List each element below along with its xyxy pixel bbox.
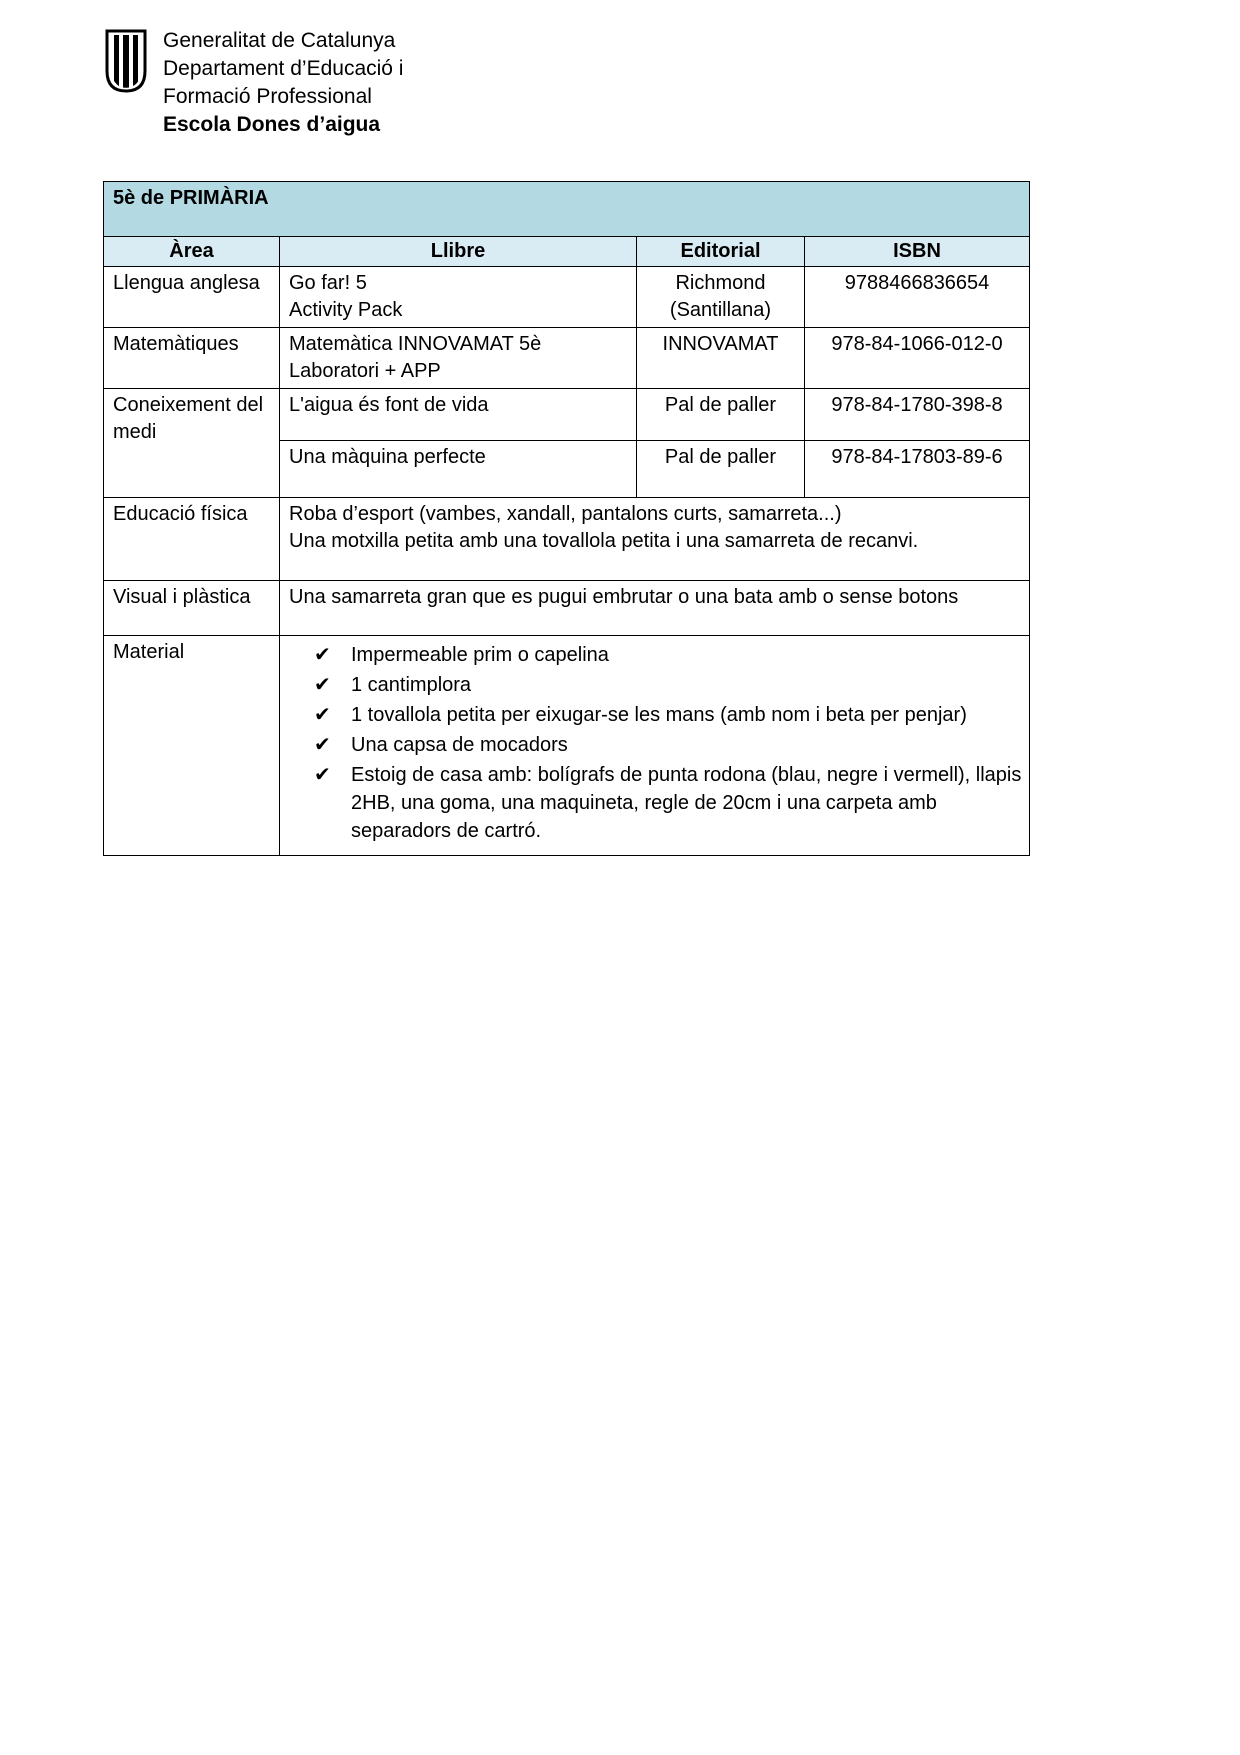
isbn-cell: 9788466836654	[805, 267, 1030, 328]
llibre-line: Go far! 5	[289, 272, 367, 294]
material-checklist	[280, 636, 1029, 855]
llibre-cell: Una màquina perfecte	[280, 441, 637, 498]
checklist-item-text: Estoig de casa amb: bolígrafs de punta rodona (blau, negre i vermell), llapis 2HB, una goma, una maquineta, regle de 20cm i una carpeta amb separadors de cartró.	[351, 764, 1022, 842]
notes-line: Una motxilla petita amb una tovallola petita i una samarreta de recanvi.	[289, 530, 919, 552]
isbn-cell: 978-84-1066-012-0	[805, 328, 1030, 389]
area-cell: Llengua anglesa	[104, 267, 280, 328]
area-cell: Matemàtiques	[104, 328, 280, 389]
checklist-item-text: 1 tovallola petita per eixugar-se les mans (amb nom i beta per penjar)	[351, 704, 967, 726]
area-cell: Material	[104, 636, 280, 856]
checklist-item-text: Impermeable prim o capelina	[351, 644, 609, 666]
col-header-isbn: ISBN	[805, 237, 1030, 267]
letterhead	[103, 27, 403, 139]
checklist-item	[314, 731, 1025, 759]
org-name-line2: Departament d’Educació i	[163, 57, 404, 80]
isbn-cell: 978-84-17803-89-6	[805, 441, 1030, 498]
col-header-editorial: Editorial	[637, 237, 805, 267]
llibre-cell: L'aigua és font de vida	[280, 389, 637, 441]
llibre-line: Matemàtica INNOVAMAT 5è	[289, 333, 542, 355]
checklist-item-text: Una capsa de mocadors	[351, 734, 568, 756]
checklist-item	[314, 671, 1025, 699]
col-header-area: Àrea	[104, 237, 280, 267]
editorial-line: (Santillana)	[669, 299, 772, 321]
area-cell: Educació física	[104, 498, 280, 581]
isbn-cell: 978-84-1780-398-8	[805, 389, 1030, 441]
checklist-item-text: 1 cantimplora	[351, 674, 472, 696]
check-icon: ✔	[314, 644, 331, 666]
table-row-visual-plastica	[104, 581, 1030, 636]
check-icon: ✔	[314, 734, 331, 756]
notes-cell	[280, 498, 1030, 581]
table-row-matematiques	[104, 328, 1030, 389]
notes-cell: Una samarreta gran que es pugui embrutar o una bata amb o sense botons	[280, 581, 1030, 636]
table-row-material	[104, 636, 1030, 856]
generalitat-coat-of-arms-icon	[103, 27, 149, 95]
table-row-coneixement-medi-1	[104, 389, 1030, 441]
llibre-line: Laboratori + APP	[289, 360, 441, 382]
table-title-row	[104, 182, 1030, 237]
llibre-cell	[280, 328, 637, 389]
area-cell: Coneixement del medi	[104, 389, 280, 498]
org-name-line1: Generalitat de Catalunya	[163, 29, 396, 52]
table-header-row	[104, 237, 1030, 267]
letterhead-text	[163, 27, 403, 139]
llibre-cell	[280, 267, 637, 328]
material-cell	[280, 636, 1030, 856]
table-row-llengua-anglesa	[104, 267, 1030, 328]
check-icon: ✔	[314, 764, 331, 786]
col-header-llibre: Llibre	[280, 237, 637, 267]
table-title: 5è de PRIMÀRIA	[104, 182, 1030, 237]
table-row-educacio-fisica	[104, 498, 1030, 581]
editorial-cell: INNOVAMAT	[637, 328, 805, 389]
check-icon: ✔	[314, 674, 331, 696]
checklist-item	[314, 761, 1025, 845]
llibre-line: Activity Pack	[289, 299, 403, 321]
check-icon: ✔	[314, 704, 331, 726]
notes-line: Roba d’esport (vambes, xandall, pantalons curts, samarreta...)	[289, 503, 842, 525]
checklist-item	[314, 701, 1025, 729]
school-name: Escola Dones d’aigua	[163, 113, 381, 136]
editorial-line: Richmond	[675, 272, 766, 294]
area-cell: Visual i plàstica	[104, 581, 280, 636]
org-name-line3: Formació Professional	[163, 85, 372, 108]
editorial-cell	[637, 267, 805, 328]
editorial-cell: Pal de paller	[637, 441, 805, 498]
checklist-item	[314, 641, 1025, 669]
booklist-table	[103, 181, 1030, 856]
editorial-cell: Pal de paller	[637, 389, 805, 441]
